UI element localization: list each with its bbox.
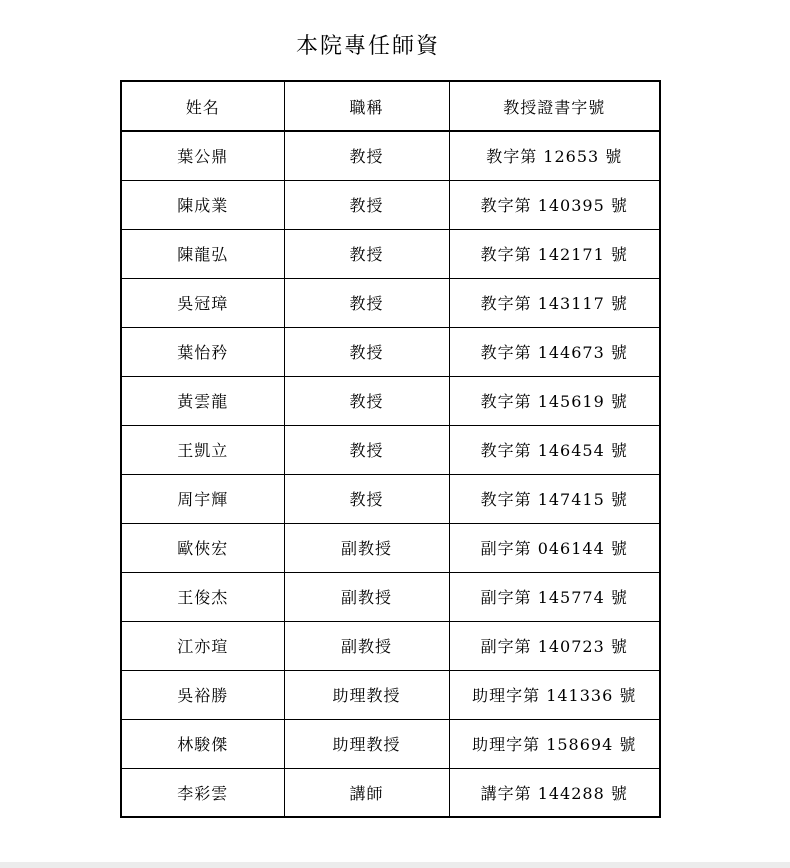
cell-certificate-number: 講字第 144288 號 bbox=[449, 768, 660, 817]
table-row bbox=[121, 278, 660, 327]
cell-title: 教授 bbox=[284, 327, 449, 376]
cell-name: 李彩雲 bbox=[121, 768, 284, 817]
cell-name: 王凱立 bbox=[121, 425, 284, 474]
cell-name: 江亦瑄 bbox=[121, 621, 284, 670]
table-header bbox=[121, 81, 660, 131]
table-row bbox=[121, 474, 660, 523]
cell-name: 林駿傑 bbox=[121, 719, 284, 768]
cell-certificate-number: 教字第 143117 號 bbox=[449, 278, 660, 327]
cell-certificate-number: 教字第 144673 號 bbox=[449, 327, 660, 376]
cell-title: 教授 bbox=[284, 180, 449, 229]
cell-title: 副教授 bbox=[284, 523, 449, 572]
table-row bbox=[121, 719, 660, 768]
cell-title: 教授 bbox=[284, 131, 449, 180]
cell-certificate-number: 教字第 12653 號 bbox=[449, 131, 660, 180]
cell-name: 陳成業 bbox=[121, 180, 284, 229]
cell-certificate-number: 教字第 140395 號 bbox=[449, 180, 660, 229]
cell-name: 王俊杰 bbox=[121, 572, 284, 621]
cell-title: 助理教授 bbox=[284, 670, 449, 719]
faculty-table bbox=[120, 80, 661, 818]
header-name: 姓名 bbox=[121, 81, 284, 131]
cell-name: 吳裕勝 bbox=[121, 670, 284, 719]
cell-title: 教授 bbox=[284, 425, 449, 474]
cell-certificate-number: 教字第 142171 號 bbox=[449, 229, 660, 278]
table-row bbox=[121, 523, 660, 572]
bottom-scroll-edge bbox=[0, 862, 790, 868]
cell-title: 教授 bbox=[284, 278, 449, 327]
cell-name: 葉怡矜 bbox=[121, 327, 284, 376]
cell-name: 周宇輝 bbox=[121, 474, 284, 523]
cell-certificate-number: 助理字第 141336 號 bbox=[449, 670, 660, 719]
cell-certificate-number: 副字第 046144 號 bbox=[449, 523, 660, 572]
table-row bbox=[121, 327, 660, 376]
cell-title: 教授 bbox=[284, 474, 449, 523]
cell-title: 教授 bbox=[284, 376, 449, 425]
table-row bbox=[121, 768, 660, 817]
cell-certificate-number: 教字第 146454 號 bbox=[449, 425, 660, 474]
cell-certificate-number: 助理字第 158694 號 bbox=[449, 719, 660, 768]
cell-certificate-number: 副字第 145774 號 bbox=[449, 572, 660, 621]
cell-title: 副教授 bbox=[284, 572, 449, 621]
table-row bbox=[121, 572, 660, 621]
header-title: 職稱 bbox=[284, 81, 449, 131]
cell-name: 黃雲龍 bbox=[121, 376, 284, 425]
cell-certificate-number: 教字第 147415 號 bbox=[449, 474, 660, 523]
header-row bbox=[121, 81, 660, 131]
table-row bbox=[121, 621, 660, 670]
cell-title: 助理教授 bbox=[284, 719, 449, 768]
table-row bbox=[121, 425, 660, 474]
cell-certificate-number: 教字第 145619 號 bbox=[449, 376, 660, 425]
table-row bbox=[121, 670, 660, 719]
cell-title: 副教授 bbox=[284, 621, 449, 670]
cell-name: 歐俠宏 bbox=[121, 523, 284, 572]
table-body bbox=[121, 131, 660, 817]
header-certificate-number: 教授證書字號 bbox=[449, 81, 660, 131]
cell-certificate-number: 副字第 140723 號 bbox=[449, 621, 660, 670]
cell-title: 講師 bbox=[284, 768, 449, 817]
cell-name: 陳龍弘 bbox=[121, 229, 284, 278]
cell-title: 教授 bbox=[284, 229, 449, 278]
table-row bbox=[121, 131, 660, 180]
cell-name: 吳冠璋 bbox=[121, 278, 284, 327]
table-row bbox=[121, 376, 660, 425]
cell-name: 葉公鼎 bbox=[121, 131, 284, 180]
table-row bbox=[121, 229, 660, 278]
table-row bbox=[121, 180, 660, 229]
page-title: 本院專任師資 bbox=[295, 34, 440, 59]
